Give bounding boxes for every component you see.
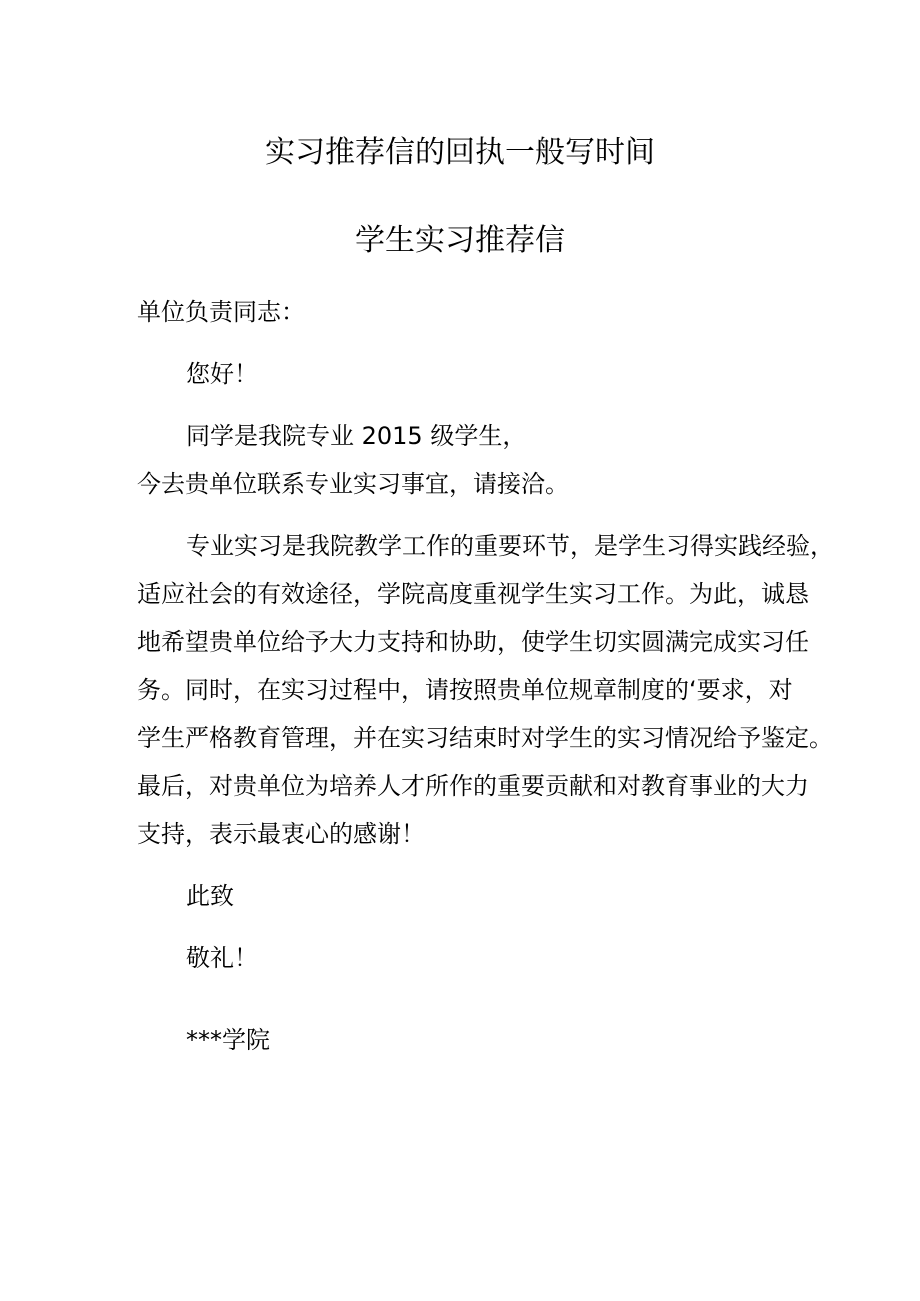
- closing-line: 敬礼！: [186, 944, 258, 972]
- body-line: 适应社会的有效途径，学院高度重视学生实习工作。为此，诚恳: [137, 580, 809, 608]
- body-line: 专业实习是我院教学工作的重要环节，是学生习得实践经验，: [186, 532, 834, 560]
- greeting: 您好！: [186, 360, 258, 388]
- body-line: 务。同时，在实习过程中，请按照贵单位规章制度的‘要求，对: [137, 676, 793, 704]
- salutation: 单位负责同志：: [137, 298, 305, 326]
- body-line: 地希望贵单位给予大力支持和协助，使学生切实圆满完成实习任: [137, 628, 809, 656]
- signature: ***学院: [186, 1026, 270, 1054]
- body-line: 支持，表示最衷心的感谢！: [137, 820, 425, 848]
- page-title: 实习推荐信的回执一般写时间: [265, 135, 655, 170]
- body-line: 最后，对贵单位为培养人才所作的重要贡献和对教育事业的大力: [137, 772, 809, 800]
- intro-line: 同学是我院专业 2015 级学生，: [186, 422, 527, 450]
- letter-title: 学生实习推荐信: [355, 223, 565, 258]
- intro-line: 今去贵单位联系专业实习事宜，请接洽。: [137, 470, 569, 498]
- body-line: 学生严格教育管理，并在实习结束时对学生的实习情况给予鉴定。: [137, 724, 833, 752]
- closing-line: 此致: [186, 882, 234, 910]
